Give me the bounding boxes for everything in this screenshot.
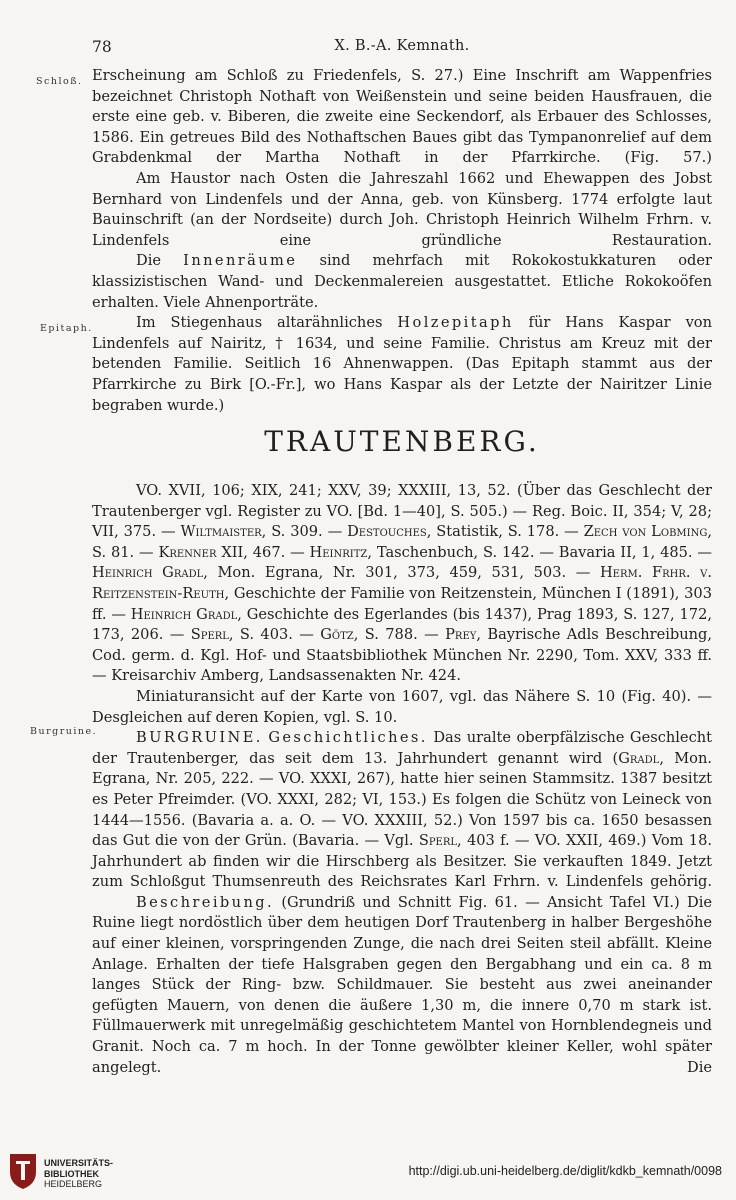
spaced-beschreibung: Beschreibung. xyxy=(136,893,275,911)
paragraph-epitaph: Im Stiegenhaus altarähnliches Holzepitaph für Hans Kaspar von Lindenfels auf Nairitz, † 1634, und seine Familie. Christus am Kreuz mit der betenden Familie. Seitlich 16 Ahnenwappen. (Das Epitaph stammt aus der Pfarrkirche zu Birk [O.-Fr.], wo Hans Kaspar als der Letzte der Nairitzer Linie begraben wurde.) xyxy=(92,314,712,414)
paragraph-haustor: Am Haustor nach Osten die Jahreszahl 1662 und Ehewappen des Jobst Bernhard von Lindenfels und der Anna, geb. von Künsberg. 1774 erfolgte laut Bauinschrift (an der Nordseite) durch Joh. Christoph Heinrich Wilhelm Frhrn. v. Lindenfels eine gründliche Restauration. xyxy=(92,169,712,249)
upper-text xyxy=(92,66,712,416)
paragraph-schloss: Erscheinung am Schloß zu Friedenfels, S. 27.) Eine Inschrift am Wappenfries bezeichnet Christoph Nothaft von Weißenstein und seine beiden Hausfrauen, die erste eine geb. v. Biberen, die zweite eine Seckendorf, als Erbauer des Schlosses, 1586. Ein getreues Bild des Nothaftschen Baues gibt das Tympanonrelief auf dem Grabdenkmal der Martha Nothaft in der Pfarrkirche. (Fig. 57.) xyxy=(92,67,712,167)
spaced-innenraeume: Innenräume xyxy=(183,252,298,270)
paragraph-innenraeume: Die Innenräume sind mehrfach mit Rokokostukkaturen oder klassizistischen Wand- und Deckenmalereien ausgestattet. Etliche Rokokoöfen erhalten. Viele Ahnenporträte. xyxy=(92,252,712,311)
margin-note-epitaph: Epitaph. xyxy=(40,323,93,334)
logo-line-2: BIBLIOTHEK xyxy=(44,1168,99,1179)
spaced-burgruine: BURGRUINE. xyxy=(136,729,263,747)
library-crest-icon xyxy=(8,1152,38,1190)
logo-line-3: HEIDELBERG xyxy=(44,1179,103,1189)
margin-note-burgruine: Burgruine. xyxy=(30,726,98,737)
paragraph-literature: VO. XVII, 106; XIX, 241; XXV, 39; XXXIII, 13, 52. (Über das Geschlecht der Trautenberger vgl. Register zu VO. [Bd. 1—40], S. 505.) — Reg. Boic. II, 354; V, 28; VII, 375. — Wiltmaister, S. 309. — Destouches, Statistik, S. 178. — Zech von Lobming, S. 81. — Krenner XII, 467. — Heinritz, Taschenbuch, S. 142. — Bavaria II, 1, 485. — Heinrich Gradl, Mon. Egrana, Nr. 301, 373, 459, 531, 503. — Herm. Frhr. v. Reitzenstein-Reuth, Geschichte der Familie von Reitzenstein, München I (1891), 303 ff. — Heinrich Gradl, Geschichte des Egerlandes (bis 1437), Prag 1893, S. 127, 172, 173, 206. — Sperl, S. 403. — Götz, S. 788. — Prey, Bayrische Adls Beschreibung, Cod. germ. d. Kgl. Hof- und Staatsbibliothek München Nr. 2290, Tom. XXV, 333 ff. — Kreisarchiv Amberg, Landsassenakten Nr. 424. xyxy=(92,482,713,685)
paragraph-geschichtliches: BURGRUINE. Geschichtliches. Das uralte oberpfälzische Geschlecht der Trautenberger, das seit dem 13. Jahrhundert genannt wird (Gradl, Mon. Egrana, Nr. 205, 222. — VO. XXXI, 267), hatte hier seinen Stammsitz. 1387 besitzt es Peter Pfreimder. (VO. XXXI, 282; VI, 153.) Es folgen die Schütz von Leineck von 1444—1556. (Bavaria a. a. O. — VO. XXXIII, 52.) Von 1597 bis ca. 1650 besassen das Gut die von der Grün. (Bavaria. — Vgl. Sperl, 403 f. — VO. XXII, 469.) Vom 18. Jahrhundert ab finden wir die Hirschberg als Besitzer. Sie verkauften 1849. Jetzt zum Schloßgut Thumsenreuth des Reichsrates Karl Frhrn. v. Lindenfels gehörig. xyxy=(92,729,713,891)
running-head: X. B.-A. Kemnath. xyxy=(334,38,470,54)
spaced-geschichtliches: Geschichtliches. xyxy=(268,729,428,747)
library-logo xyxy=(8,1150,148,1194)
page-number: 78 xyxy=(92,38,112,56)
paragraph-beschreibung: Beschreibung. (Grundriß und Schnitt Fig. 61. — Ansicht Tafel VI.) Die Ruine liegt nordöstlich über dem heutigen Dorf Trautenberg in halber Bergeshöhe auf einer kleinen, vorspringenden Zunge, die nach drei Seiten steil abfällt. Kleine Anlage. Erhalten der tiefe Halsgraben gegen den Bergabhang und ein ca. 8 m langes Stück der Ring- bzw. Schildmauer. Sie besteht aus zwei aneinander gefügten Mauern, von denen die äußere 1,30 m, die innere 0,70 m stark ist. Füllmauerwerk mit unregelmäßig geschichtetem Mantel von Hornblendegneis und Granit. Noch ca. 7 m hoch. In der Tonne gewölbter kleiner Keller, wohl später angelegt. Die xyxy=(92,893,712,1076)
margin-note-schloss: Schloß. xyxy=(36,76,83,87)
spaced-holzepitaph: Holzepitaph xyxy=(397,314,514,332)
source-url-link[interactable]: http://digi.ub.uni-heidelberg.de/diglit/kdkb_kemnath/0098 xyxy=(408,1164,722,1178)
section-title: TRAUTENBERG. xyxy=(264,425,540,458)
logo-line-1: UNIVERSITÄTS- xyxy=(44,1158,114,1168)
paragraph-miniaturansicht: Miniaturansicht auf der Karte von 1607, vgl. das Nähere S. 10 (Fig. 40). — Desgleichen auf deren Kopien, vgl. S. 10. xyxy=(92,687,712,726)
lower-text xyxy=(92,481,712,1078)
page-header xyxy=(92,38,712,58)
